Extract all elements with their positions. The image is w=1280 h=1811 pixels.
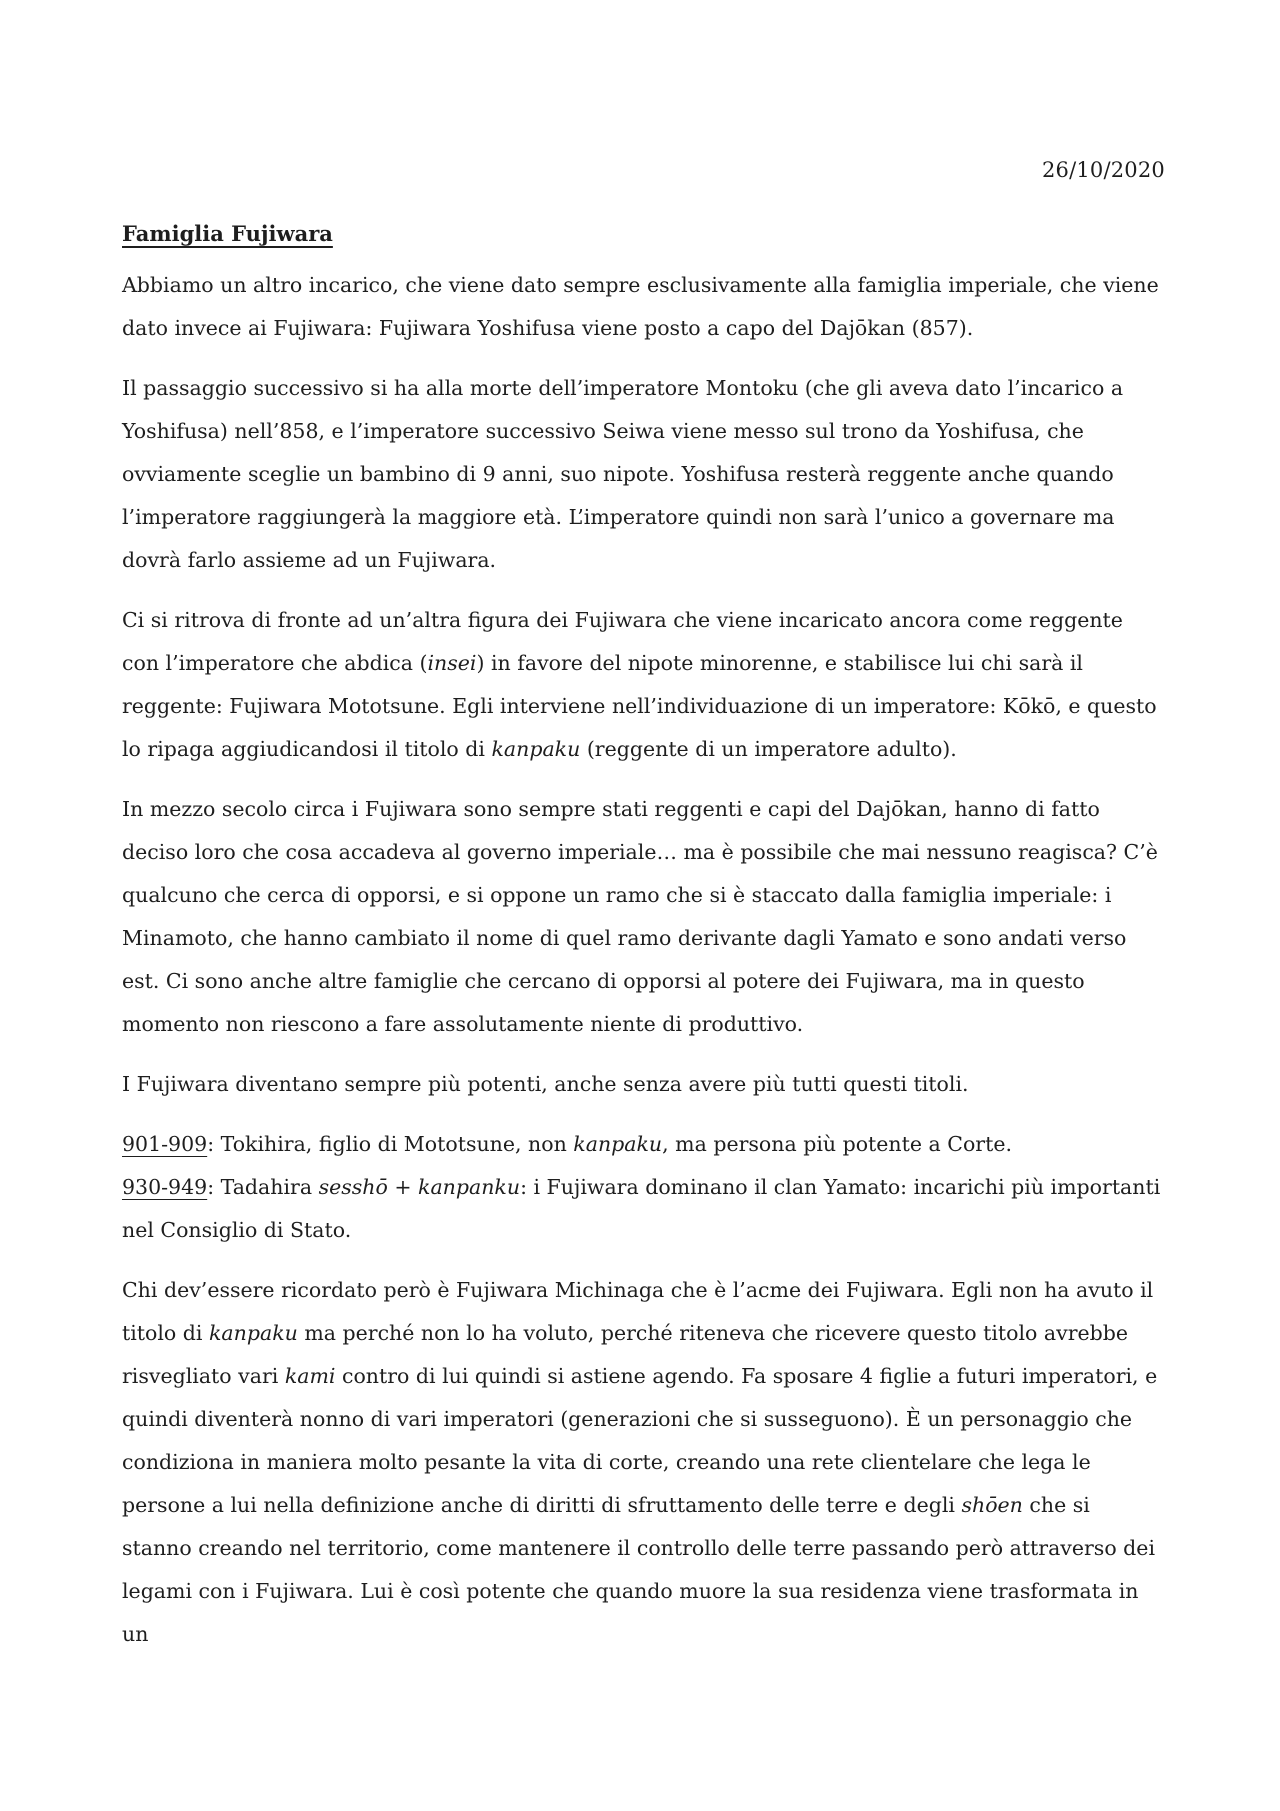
section-title: Famiglia Fujiwara bbox=[122, 221, 333, 246]
paragraph-3-text-c: (reggente di un imperatore adulto). bbox=[580, 737, 957, 761]
term-kanpaku-2: kanpaku bbox=[209, 1321, 298, 1345]
timeline-term-kanpanku: kanpanku bbox=[418, 1175, 521, 1199]
timeline-text-1a: : Tokihira, figlio di Mototsune, non bbox=[207, 1132, 574, 1156]
paragraph-2: Il passaggio successivo si ha alla morte dell’imperatore Montoku (che gli aveva dato l’incarico a Yoshifusa) nell’858, e l’imperatore successivo Seiwa viene messo sul trono da Yoshifusa, che ovviamente sceglie un bambino di 9 anni, suo nipote. Yoshifusa resterà reggente anche quando l’imperatore raggiungerà la maggiore età. L’imperatore quindi non sarà l’unico a governare ma dovrà farlo assieme ad un Fujiwara. bbox=[122, 376, 1124, 572]
timeline-text-1b: , ma persona più potente a Corte. bbox=[662, 1132, 1012, 1156]
timeline-year-2: 930-949 bbox=[122, 1175, 208, 1199]
timeline-year-1: 901-909 bbox=[122, 1132, 208, 1156]
paragraph-3-text-a: Ci si ritrova di fronte ad un’altra figura dei Fujiwara che viene incaricato ancora come reggente con l’imperatore che abdica ( bbox=[122, 608, 1123, 675]
timeline-text-2b: : i Fujiwara dominano il clan Yamato: incarichi più importanti nel Consiglio di Stato. bbox=[122, 1175, 1161, 1242]
document-body bbox=[122, 212, 1162, 1673]
term-kanpaku: kanpaku bbox=[491, 737, 581, 761]
paragraph-3-text-b: ) in favore del nipote minorenne, e stabilisce lui chi sarà il reggente: Fujiwara Mototsune. Egli interviene nell’individuazione di un imperatore: Kōkō, e questo lo ripaga aggiudicandosi il titolo di bbox=[122, 651, 1157, 761]
timeline-text-2a: : Tadahira bbox=[207, 1175, 319, 1199]
term-insei: insei bbox=[427, 651, 477, 675]
timeline-term-sessho: sesshō bbox=[318, 1175, 388, 1199]
timeline-term-kanpaku: kanpaku bbox=[573, 1132, 663, 1156]
paragraph-4: In mezzo secolo circa i Fujiwara sono sempre stati reggenti e capi del Dajōkan, hanno di fatto deciso loro che cosa accadeva al governo imperiale… ma è possibile che mai nessuno reagisca? C’è qualcuno che cerca di opporsi, e si oppone un ramo che si è staccato dalla famiglia imperiale: i Minamoto, che hanno cambiato il nome di quel ramo derivante dagli Yamato e sono andati verso est. Ci sono anche altre famiglie che cercano di opporsi al potere dei Fujiwara, ma in questo momento non riescono a fare assolutamente niente di produttivo. bbox=[122, 797, 1158, 1036]
paragraph-1: Abbiamo un altro incarico, che viene dato sempre esclusivamente alla famiglia imperiale, che viene dato invece ai Fujiwara: Fujiwara Yoshifusa viene posto a capo del Dajōkan (857). bbox=[122, 273, 1159, 340]
paragraph-6-text-a: Chi dev’essere ricordato però è Fujiwara Michinaga che è l’acme dei Fujiwara. Egli non ha avuto il titolo di bbox=[122, 1278, 1154, 1345]
timeline bbox=[122, 1123, 1162, 1252]
term-kami: kami bbox=[284, 1364, 336, 1388]
paragraph-6-text-b: ma perché non lo ha voluto, perché riteneva che ricevere questo titolo avrebbe risvegliato vari bbox=[122, 1321, 1129, 1388]
paragraph-3 bbox=[122, 599, 1162, 771]
term-shoen: shōen bbox=[961, 1493, 1023, 1517]
paragraph-6-text-c: contro di lui quindi si astiene agendo. Fa sposare 4 figlie a futuri imperatori, e quindi diventerà nonno di vari imperatori (generazioni che si susseguono). È un personaggio che condiziona in maniera molto pesante la vita di corte, creando una rete clientelare che lega le persone a lui nella definizione anche di diritti di sfruttamento delle terre e degli bbox=[122, 1364, 1158, 1517]
document-date: 26/10/2020 bbox=[1041, 158, 1165, 182]
paragraph-6 bbox=[122, 1269, 1162, 1656]
paragraph-6-text-d: che si stanno creando nel territorio, come mantenere il controllo delle terre passando però attraverso dei legami con i Fujiwara. Lui è così potente che quando muore la sua residenza viene trasformata in un bbox=[122, 1493, 1155, 1646]
paragraph-5: I Fujiwara diventano sempre più potenti, anche senza avere più tutti questi titoli. bbox=[122, 1072, 969, 1096]
timeline-plus: + bbox=[387, 1175, 419, 1199]
